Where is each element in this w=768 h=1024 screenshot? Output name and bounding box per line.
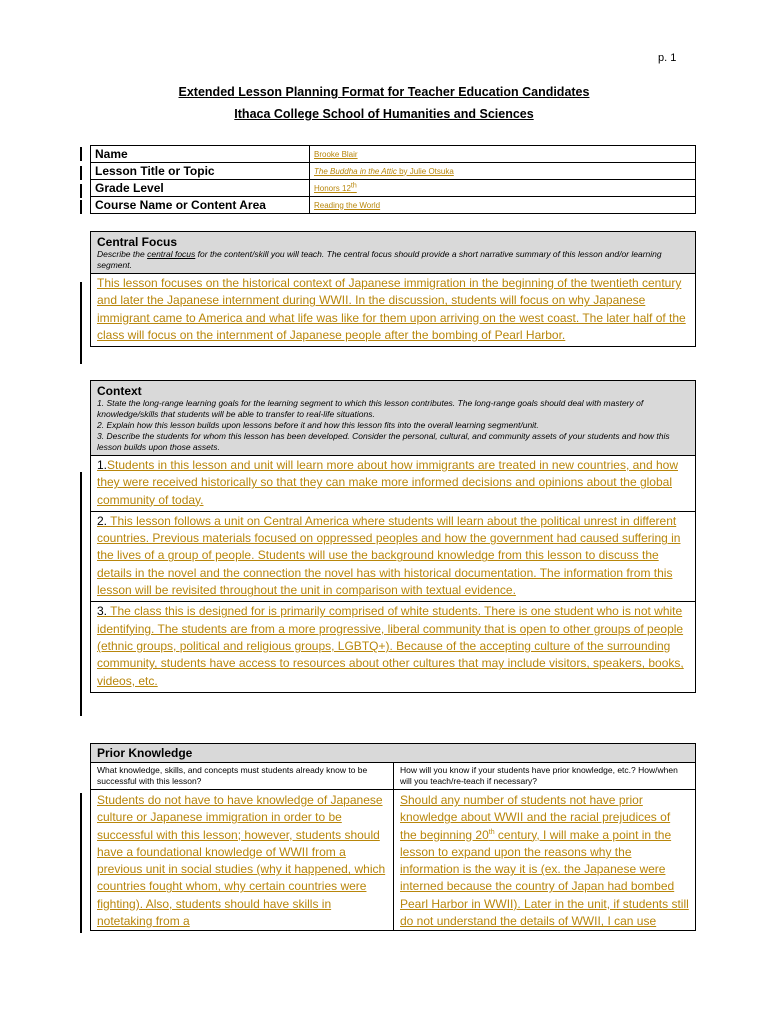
context-heading: Context <box>97 384 142 398</box>
lesson-title-value <box>310 163 696 180</box>
context-header <box>91 381 695 456</box>
revision-bar <box>80 472 82 716</box>
answer-text: century, I will make a point in the lesson to expand upon the reasons why the information is the way it is (ex. the Japanese were interned because the country of Japan had bombed Pearl Harbor in WWII). Later in the unit, if students still do not understand the details of WWII, I can use <box>400 827 689 929</box>
course-label: Course Name or Content Area <box>91 197 310 214</box>
prior-knowledge-heading: Prior Knowledge <box>97 746 193 760</box>
revision-bar <box>80 200 82 214</box>
revision-bar <box>80 184 82 198</box>
prior-knowledge-left <box>91 763 393 931</box>
info-row-lesson <box>91 163 696 180</box>
lesson-title-label: Lesson Title or Topic <box>91 163 310 180</box>
central-focus-heading: Central Focus <box>97 235 178 249</box>
answer-text: This lesson follows a unit on Central America where students will learn about the political unrest in different countries. Previous materials focused on oppressed peoples and how the government had caused suffering in the lives of a group of people. Students will use the background knowledge from this lesson to discuss the details in the novel and the connection the novel has with historical documentation. The information from this lesson will be revisited throughout the unit in comparison with textual evidence. <box>97 513 681 598</box>
desc-text: for the content/skill you will teach. The central focus should provide a short narrative summary of this lesson and/or learning segment. <box>97 249 662 270</box>
context-answer-2 <box>91 511 695 601</box>
document-title: Extended Lesson Planning Format for Teacher Education Candidates <box>178 85 590 99</box>
desc-term: central focus <box>147 249 196 259</box>
revision-bar <box>80 282 82 364</box>
answer-text: Students in this lesson and unit will learn more about how immigrants are treated in new countries, and how they were received historically so that they can make more informed decisions and opinions about the global community of today. <box>97 458 678 507</box>
answer-number: 3. <box>97 604 108 619</box>
answer-text: Should any number of students not have prior knowledge about WWII and the racial prejudices of the beginning 20 <box>400 793 671 842</box>
page-number: p. 1 <box>658 52 677 64</box>
answer-sup: th <box>488 828 495 836</box>
revision-bar <box>80 166 82 180</box>
central-focus-answer: This lesson focuses on the historical context of Japanese immigration in the beginning of the twentieth century and later the Japanese internment during WWII. In the discussion, students will focus on why Japanese immigrant came to America and what life was like for them upon arriving on the west coast. The later half of the class will focus on the internment of Japanese people after the bombing of Pearl Harbor. <box>97 276 686 342</box>
answer-number: 2. <box>97 513 108 528</box>
context-answer-1 <box>91 456 695 511</box>
document-subtitle: Ithaca College School of Humanities and Sciences <box>234 107 534 121</box>
prior-knowledge-answer-right <box>394 790 695 931</box>
answer-number: 1. <box>97 458 108 472</box>
prior-knowledge-right <box>393 763 695 931</box>
book-title: The Buddha in the Attic <box>314 166 397 176</box>
prior-knowledge-header <box>91 744 695 763</box>
prior-knowledge-question-right: How will you know if your students have prior knowledge, etc.? How/when will you teach/re-teach if necessary? <box>394 763 695 790</box>
lesson-info-table <box>90 145 696 214</box>
answer-text: The class this is designed for is primarily comprised of white students. There is one student who is not white identifying. The students are from a more progressive, liberal community that is open to other groups of people (ethnic groups, political and religious groups, LGBTQ+). Because of the accepting culture of the surrounding community, students have access to resources about other cultures that may include visitors, speakers, books, videos, etc. <box>97 604 684 688</box>
central-focus-section <box>90 231 696 347</box>
central-focus-header <box>91 232 695 274</box>
grade-text: Honors 12 <box>314 183 351 193</box>
context-answer-3 <box>91 601 695 691</box>
revision-bar <box>80 147 82 161</box>
prior-knowledge-answer-left: Students do not have to have knowledge of Japanese culture or Japanese immigration in order to be successful with this lesson; however, students should have a foundational knowledge of WWII from a previous unit in social studies (why it happened, which countries fought whom, why certain countries were fighting). Also, students should have skills in notetaking from a <box>97 793 386 929</box>
info-row-grade <box>91 180 696 197</box>
context-desc-3: 3. Describe the students for whom this lesson has been developed. Consider the personal, cultural, and community assets of your students and how this lesson builds upon those assets. <box>97 431 670 452</box>
central-focus-description <box>97 249 689 271</box>
course-value: Reading the World <box>310 197 696 214</box>
grade-level-label: Grade Level <box>91 180 310 197</box>
info-row-name <box>91 146 696 163</box>
context-desc-1: 1. State the long-range learning goals for the learning segment to which this lesson contributes. The long-range goals should deal with mastery of knowledge/skills that students will be able to transfer to real-life situations. <box>97 398 644 419</box>
prior-knowledge-section <box>90 743 696 931</box>
context-section <box>90 380 696 693</box>
desc-text: Describe the <box>97 249 148 259</box>
name-label: Name <box>91 146 310 163</box>
context-desc-2: 2. Explain how this lesson builds upon lessons before it and how this lesson fits into the overall learning segment/unit. <box>97 420 539 430</box>
grade-level-value <box>310 180 696 197</box>
name-value: Brooke Blair <box>310 146 696 163</box>
prior-knowledge-question-left: What knowledge, skills, and concepts must students already know to be successful with this lesson? <box>91 763 393 790</box>
info-row-course <box>91 197 696 214</box>
prior-knowledge-columns <box>91 763 695 931</box>
book-author: by Julie Otsuka <box>396 166 454 176</box>
revision-bar <box>80 793 82 933</box>
grade-sup: th <box>350 181 357 189</box>
